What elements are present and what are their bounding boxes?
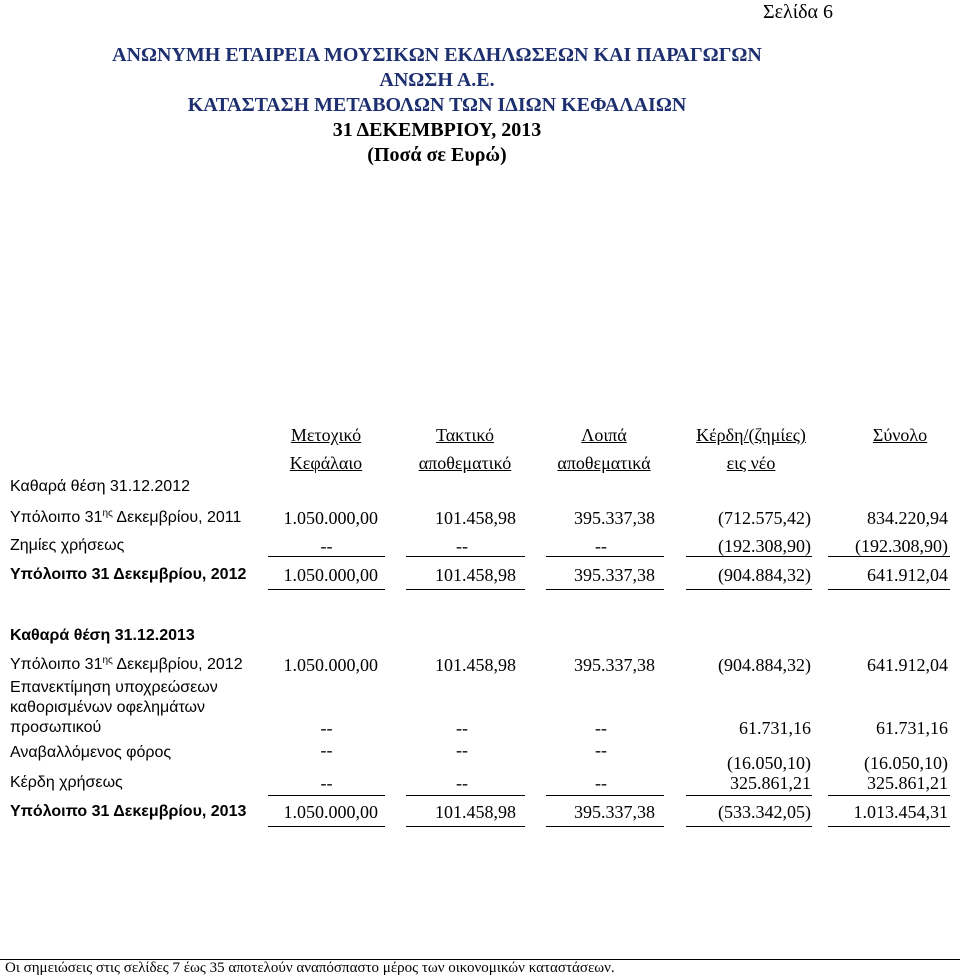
- cell-total: 641.912,04: [867, 655, 948, 675]
- cell-other-reserves: 395.337,38: [574, 508, 655, 528]
- cell-total: 641.912,04: [828, 565, 950, 590]
- column-header-other-reserves-line-2: αποθεματικά: [557, 453, 651, 473]
- cell-share-capital: 1.050.000,00: [268, 802, 385, 827]
- cell-statutory-reserve: 101.458,98: [406, 565, 525, 590]
- currency-note: (Ποσά σε Ευρώ): [367, 144, 507, 166]
- row-label: [10, 678, 218, 738]
- cell-share-capital: --: [268, 536, 385, 557]
- cell-other-reserves: 395.337,38: [546, 802, 664, 827]
- row-deferred-tax: [0, 740, 960, 773]
- cell-other-reserves: --: [595, 718, 607, 738]
- cell-retained-earnings: (904.884,32): [686, 565, 812, 590]
- row-balance-2013-total: [0, 802, 960, 822]
- cell-other-reserves: --: [595, 740, 607, 760]
- column-header-share-capital: Μετοχικό: [290, 425, 362, 445]
- cell-share-capital: 1.050.000,00: [268, 565, 385, 590]
- column-header-statutory-reserve: Τακτικό: [435, 425, 494, 445]
- cell-retained-earnings: (712.575,42): [718, 508, 811, 528]
- row-label: [10, 655, 243, 675]
- row-balance-2012-total: [0, 565, 960, 585]
- column-header-retained-earnings-line-2: εις νέο: [726, 453, 776, 473]
- cell-share-capital: --: [320, 718, 333, 738]
- cell-share-capital: 1.050.000,00: [283, 655, 378, 675]
- row-label: Υπόλοιπο 31 Δεκεμβρίου, 2013: [10, 803, 247, 820]
- statement-title: ΚΑΤΑΣΤΑΣΗ ΜΕΤΑΒΟΛΩΝ ΤΩΝ ΙΔΙΩΝ ΚΕΦΑΛΑΙΩΝ: [187, 94, 687, 116]
- cell-total: 1.013.454,31: [828, 802, 950, 827]
- row-losses-for-year: [0, 536, 960, 556]
- cell-statutory-reserve: 101.458,98: [406, 802, 525, 827]
- row-label-text: Δεκεμβρίου, 2011: [112, 509, 242, 526]
- document-header: [0, 43, 874, 168]
- section-heading-2012: [0, 477, 960, 497]
- row-label-text: Υπόλοιπο 31: [10, 509, 103, 526]
- page-number: Σελίδα 6: [762, 1, 833, 23]
- cell-share-capital: --: [320, 740, 333, 760]
- row-profit-for-year: [0, 773, 960, 793]
- section-heading-label: Καθαρά θέση 31.12.2012: [10, 478, 190, 495]
- cell-total: (16.050,10): [864, 753, 948, 773]
- cell-total: (192.308,90): [828, 536, 950, 557]
- row-label-text: Δεκεμβρίου, 2012: [112, 656, 243, 673]
- cell-retained-earnings: 325.861,21: [686, 773, 812, 796]
- cell-other-reserves: --: [546, 773, 664, 796]
- section-heading-label: Καθαρά θέση 31.12.2013: [10, 627, 195, 644]
- row-label: [10, 508, 241, 528]
- column-header-other-reserves: Λοιπά: [581, 425, 627, 445]
- cell-statutory-reserve: --: [456, 718, 468, 738]
- footer-note: Οι σημειώσεις στις σελίδες 7 έως 35 αποτελούν αναπόσπαστο μέρος των οικονομικών καταστάσεων.: [5, 960, 615, 976]
- cell-other-reserves: 395.337,38: [546, 565, 664, 590]
- row-label: Ζημίες χρήσεως: [10, 537, 125, 554]
- cell-retained-earnings: (192.308,90): [686, 536, 812, 557]
- cell-total: 325.861,21: [828, 773, 950, 796]
- row-balance-2012: [0, 655, 960, 675]
- row-label: Κέρδη χρήσεως: [10, 774, 123, 791]
- cell-statutory-reserve: --: [406, 773, 525, 796]
- row-label: Υπόλοιπο 31 Δεκεμβρίου, 2012: [10, 566, 247, 583]
- statement-date: 31 ΔΕΚΕΜΒΡΙΟΥ, 2013: [332, 119, 542, 141]
- company-name-line-1: ΑΝΩΝΥΜΗ ΕΤΑΙΡΕΙΑ ΜΟΥΣΙΚΩΝ ΕΚΔΗΛΩΣΕΩΝ ΚΑΙ ΠΑΡΑΓΩΓΩΝ: [112, 44, 762, 66]
- column-header-share-capital-line-2: Κεφάλαιο: [289, 453, 363, 473]
- cell-total: 61.731,16: [876, 718, 948, 738]
- cell-statutory-reserve: --: [456, 740, 468, 760]
- ordinal-suffix: ης: [102, 508, 113, 519]
- column-header-statutory-reserve-line-2: αποθεματικό: [418, 453, 512, 473]
- column-header-retained-earnings: Κέρδη/(ζημίες): [696, 425, 806, 445]
- ordinal-suffix: ης: [102, 655, 113, 666]
- cell-retained-earnings: (904.884,32): [718, 655, 811, 675]
- column-header-total: Σύνολο: [872, 425, 928, 445]
- section-heading-2013: [0, 626, 960, 646]
- cell-statutory-reserve: --: [406, 536, 525, 557]
- cell-statutory-reserve: 101.458,98: [435, 508, 516, 528]
- cell-statutory-reserve: 101.458,98: [435, 655, 516, 675]
- cell-total: 834.220,94: [867, 508, 948, 528]
- row-label: Αναβαλλόμενος φόρος: [10, 744, 172, 761]
- row-label-text: Υπόλοιπο 31: [10, 656, 103, 673]
- cell-share-capital: --: [268, 773, 385, 796]
- cell-other-reserves: 395.337,38: [574, 655, 655, 675]
- row-label-line: Επανεκτίμηση υποχρεώσεων: [10, 679, 218, 696]
- row-label-line: καθορισμένων οφελημάτων: [10, 699, 206, 716]
- row-remeasurement-defined-benefit: [0, 678, 960, 738]
- cell-other-reserves: --: [546, 536, 664, 557]
- cell-retained-earnings: 61.731,16: [739, 718, 811, 738]
- cell-share-capital: 1.050.000,00: [283, 508, 378, 528]
- row-balance-2011: [0, 508, 960, 528]
- cell-retained-earnings: (533.342,05): [686, 802, 812, 827]
- cell-retained-earnings: (16.050,10): [727, 753, 811, 773]
- row-label-line: προσωπικού: [10, 719, 102, 736]
- company-name-line-2: ΑΝΩΣΗ Α.Ε.: [379, 69, 495, 91]
